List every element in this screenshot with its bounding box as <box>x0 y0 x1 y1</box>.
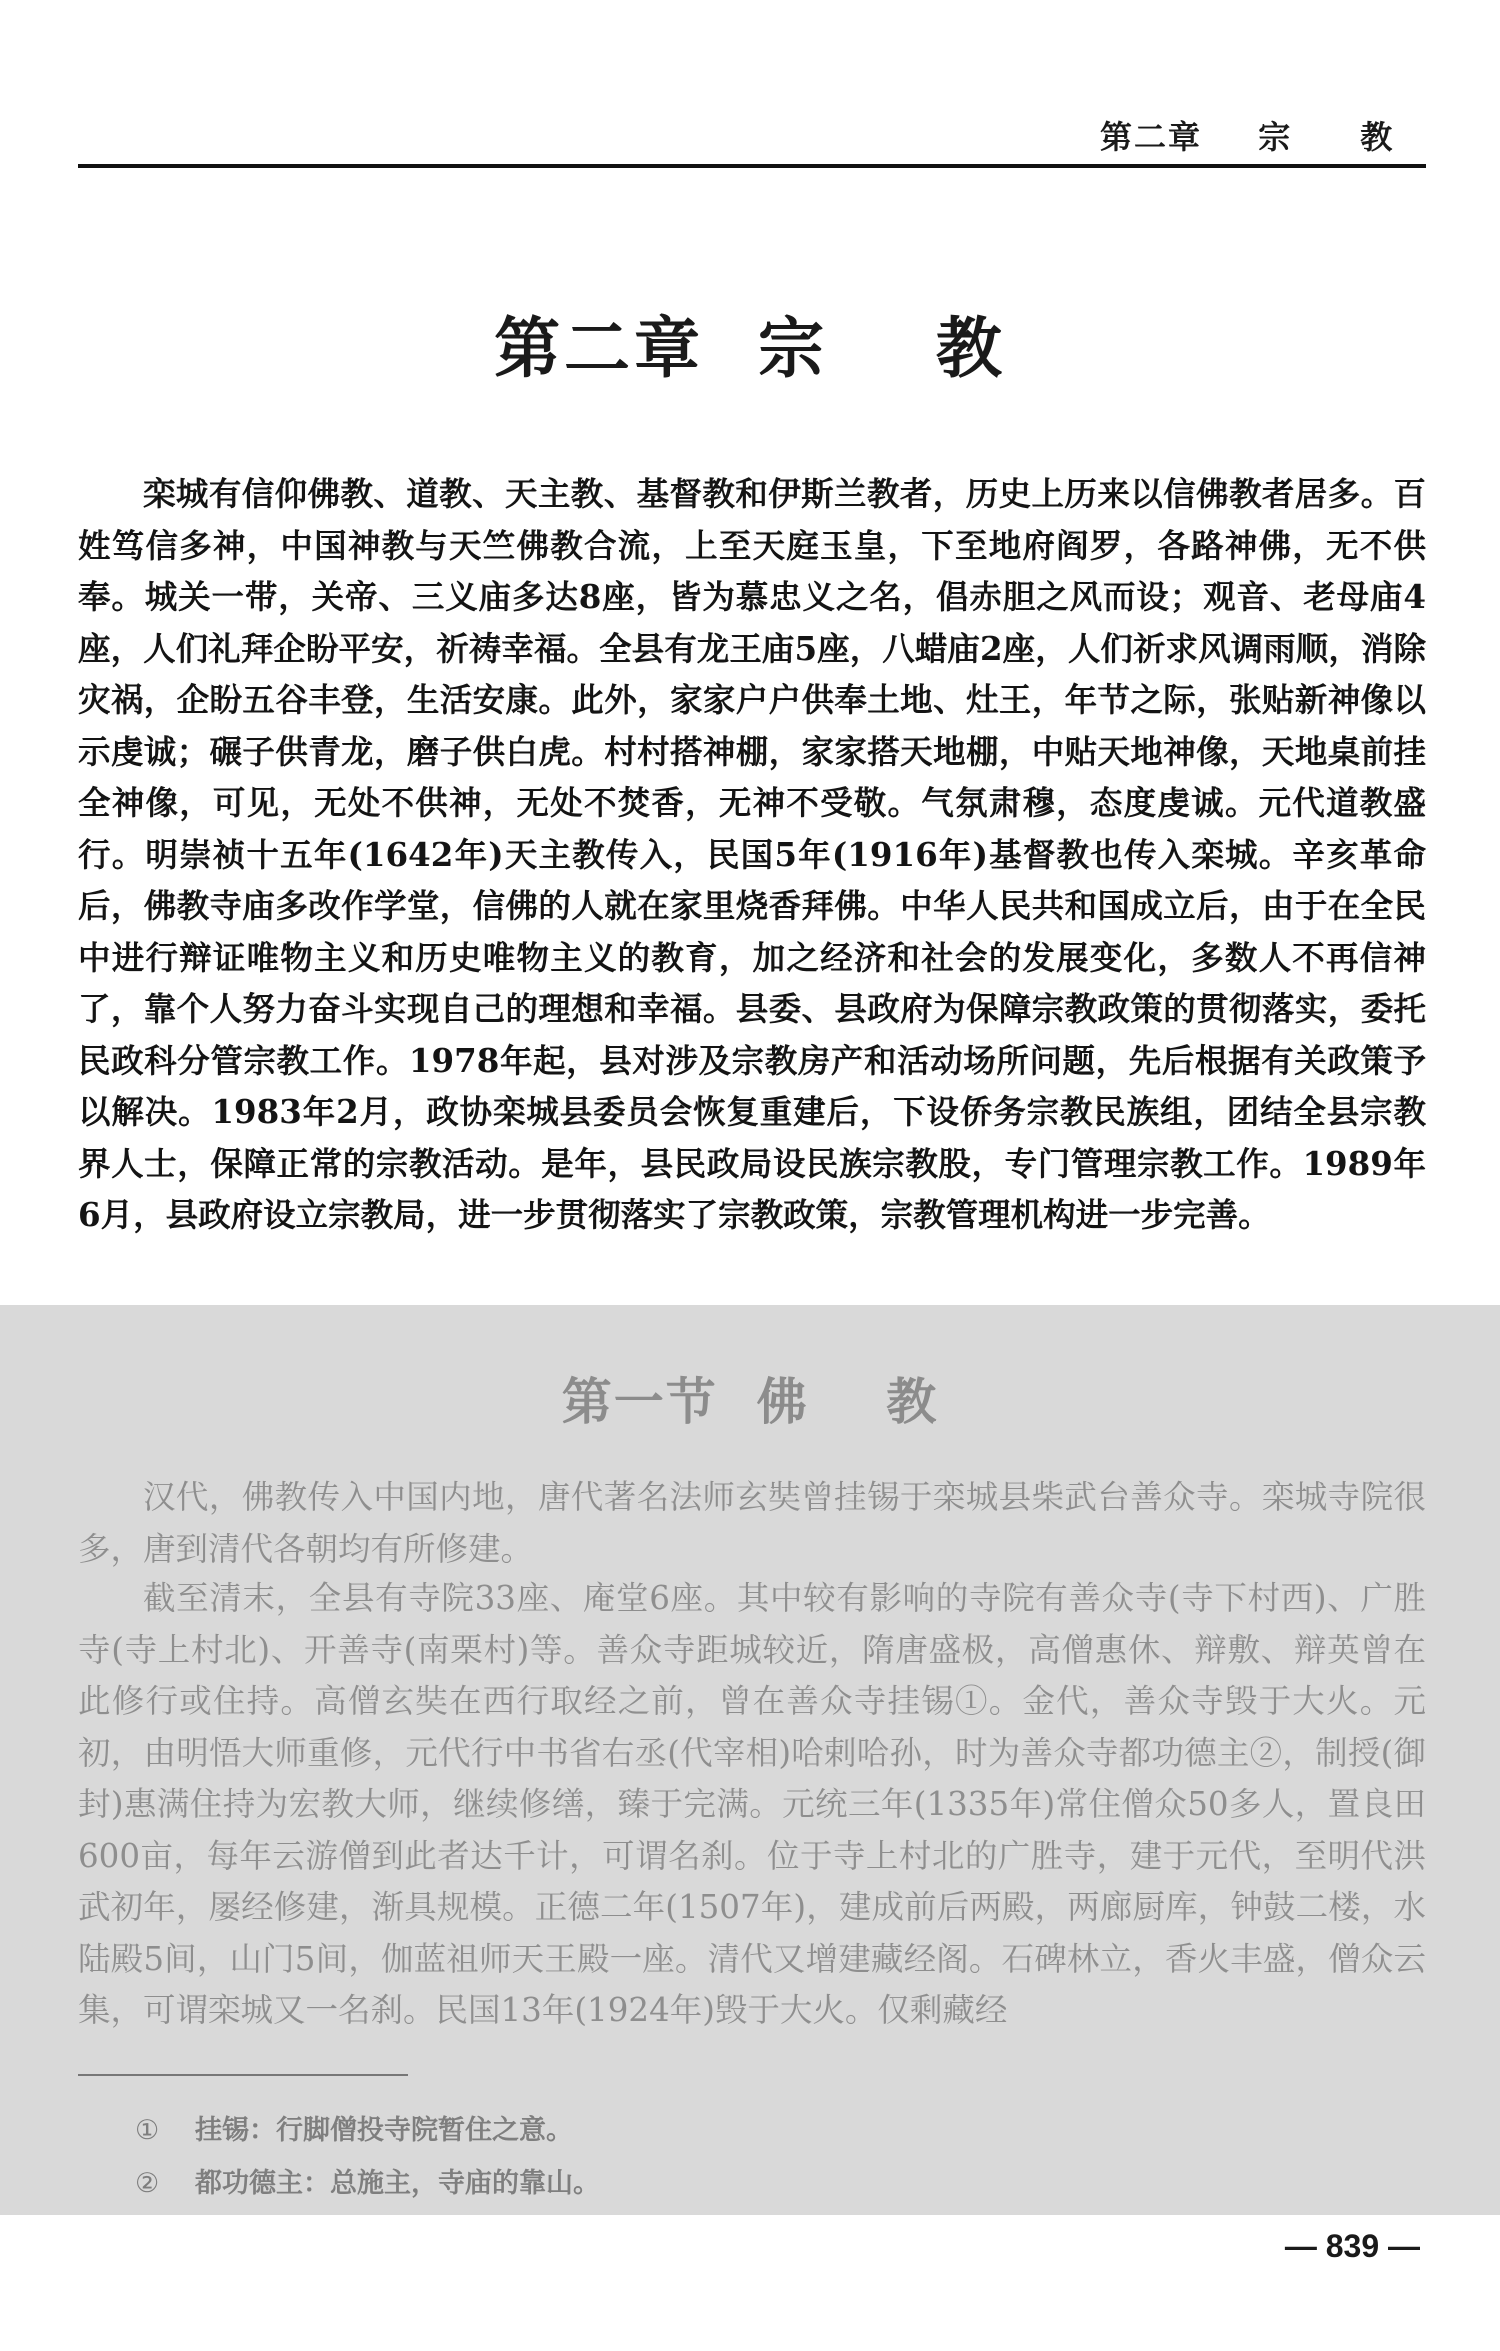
chapter-title: 第二章 宗 教 <box>494 310 1006 387</box>
page-number: — 839 — <box>1284 2228 1420 2264</box>
section-paragraph-2: 截至清末，全县有寺院33座、庵堂6座。其中较有影响的寺院有善众寺(寺下村西)、广胜寺(寺上村北)、开善寺(南栗村)等。善众寺距城较近，隋唐盛极，高僧惠休、辩敷、辩英曾在此修行或住持。高僧玄奘在西行取经之前，曾在善众寺挂锡①。金代，善众寺毁于大火。元初，由明悟大师重修，元代行中书省右丞(代宰相)哈剌哈孙，时为善众寺都功德主②，制授(御封)惠满住持为宏教大师，继续修缮，臻于完满。元统三年(1335年)常住僧众50多人，置良田600亩，每年云游僧到此者达千计，可谓名刹。位于寺上村北的广胜寺，建于元代，至明代洪武初年，屡经修建，渐具规模。正德二年(1507年)，建成前后两殿，两廊厨库，钟鼓二楼，水陆殿5间，山门5间，伽蓝祖师天王殿一座。清代又增建藏经阁。石碑林立，香火丰盛，僧众云集，可谓栾城又一名刹。民国13年(1924年)毁于大火。仅剩藏经 <box>78 1579 1426 2029</box>
footnote-1 <box>135 2108 573 2147</box>
footnote-2-mark: ② <box>135 2168 160 2199</box>
running-head <box>1100 112 1400 158</box>
footnote-rule <box>78 2074 408 2076</box>
header-rule <box>78 164 1426 168</box>
footnote-1-text: 挂锡：行脚僧投寺院暂住之意。 <box>195 2115 573 2146</box>
footnote-2 <box>135 2161 600 2200</box>
running-head-chapter: 第二章 <box>1100 118 1203 156</box>
running-head-topic: 宗 教 <box>1258 118 1395 156</box>
section-title: 第一节 佛 教 <box>561 1373 939 1431</box>
section-paragraph-1: 汉代，佛教传入中国内地，唐代著名法师玄奘曾挂锡于栾城县柴武台善众寺。栾城寺院很多，唐到清代各朝均有所修建。 <box>78 1478 1426 1568</box>
footnote-2-text: 都功德主：总施主，寺庙的靠山。 <box>195 2168 600 2199</box>
intro-paragraph: 栾城有信仰佛教、道教、天主教、基督教和伊斯兰教者，历史上历来以信佛教者居多。百姓笃信多神，中国神教与天竺佛教合流，上至天庭玉皇，下至地府阎罗，各路神佛，无不供奉。城关一带，关帝、三义庙多达8座，皆为慕忠义之名，倡赤胆之风而设；观音、老母庙4座，人们礼拜企盼平安，祈祷幸福。全县有龙王庙5座，八蜡庙2座，人们祈求风调雨顺，消除灾祸，企盼五谷丰登，生活安康。此外，家家户户供奉土地、灶王，年节之际，张贴新神像以示虔诚；碾子供青龙，磨子供白虎。村村搭神棚，家家搭天地棚，中贴天地神像，天地桌前挂全神像，可见，无处不供神，无处不焚香，无神不受敬。气氛肃穆，态度虔诚。元代道教盛行。明崇祯十五年(1642年)天主教传入，民国5年(1916年)基督教也传入栾城。辛亥革命后，佛教寺庙多改作学堂，信佛的人就在家里烧香拜佛。中华人民共和国成立后，由于在全民中进行辩证唯物主义和历史唯物主义的教育，加之经济和社会的发展变化，多数人不再信神了，靠个人努力奋斗实现自己的理想和幸福。县委、县政府为保障宗教政策的贯彻落实，委托民政科分管宗教工作。1978年起，县对涉及宗教房产和活动场所问题，先后根据有关政策予以解决。1983年2月，政协栾城县委员会恢复重建后，下设侨务宗教民族组，团结全县宗教界人士，保障正常的宗教活动。是年，县民政局设民族宗教股，专门管理宗教工作。1989年6月，县政府设立宗教局，进一步贯彻落实了宗教政策，宗教管理机构进一步完善。 <box>78 474 1426 1234</box>
footnote-1-mark: ① <box>135 2115 160 2146</box>
